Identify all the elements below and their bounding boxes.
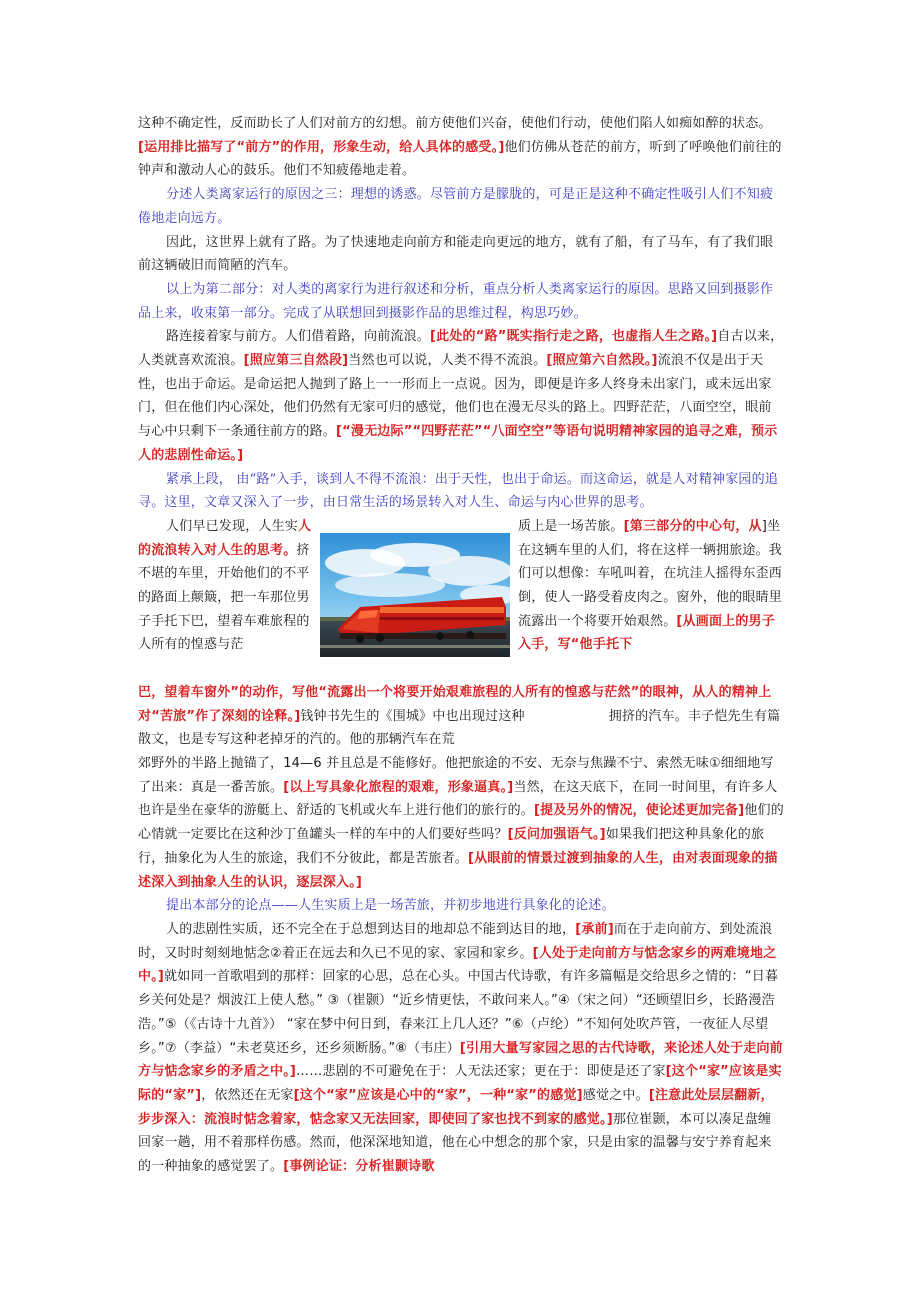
annotation: [人处于走向前方与惦念家乡的两难境地之中。] (138, 945, 777, 985)
annotation: [提及另外的情况，使论述更加完备] (534, 803, 745, 819)
body-text: 质上是一场苦旅。 (518, 518, 624, 534)
body-text: 拥挤的汽车。丰子恺先生有篇散文，也是专写这种老掉牙的汽的。他的那辆汽车在荒 (138, 708, 781, 748)
body-text: 郊野外的半路上抛锚了，14—6 并且总是不能修好。他把旅途的不安、无奈与焦躁不宁、索然无味①细细地写了出来：真是一番苦旅。 (138, 756, 774, 795)
body-text: 当然也可以说，人类不得不流浪。 (348, 353, 547, 369)
body-text: 钱钟书先生的《围城》中也出现过这种 (300, 708, 525, 724)
body-text: 流浪不仅是出于天性，也出于命运。是命运把人抛到了路上一一形而上一点说。因为，即便是许多人终身未出家门，或未远出家门，但在他们内心深处，他们仍然有无家可归的感觉，他们也在漫无尽头的路上。四野茫茫，八面空空，眼前与心中只剩下一条通往前方的路。 (138, 353, 772, 440)
annotation: [注意此处层层翻新，步步深入：流浪时惦念着家，惦念家又无法回家，即使回了家也找不到家的感觉。] (138, 1087, 774, 1127)
body-text: 人的悲剧性实质，还不完全在于总想到达目的地却总不能到达目的地， (166, 921, 576, 937)
body-text: ……悲剧的不可避免在于：人无法还家；更在于：即使是还了家 (296, 1064, 666, 1080)
document-page (138, 112, 784, 1179)
annotation: [从眼前的情景过渡到抽象的人生，由对表面现象的描述深入到抽象人生的认识，逐层深入。] (138, 850, 778, 890)
annotation: [这个“家”应该是实际的“家”] (138, 1064, 782, 1103)
body-text: 他们的心情就一定要比在这种沙丁鱼罐头一样的车中的人们要好些吗？ (138, 803, 784, 843)
paragraph-4-tail (138, 681, 784, 752)
annotation: [第三部分的中心句，从 (623, 518, 762, 534)
comment-1: 分述人类离家运行的原因之三：理想的诱惑。尽管前方是朦胧的，可是正是这种不确定性吸引人们不知疲倦地走向远方。 (138, 187, 774, 226)
body-text: 当然，在这天底下，在同一时间里，有许多人也许是坐在豪华的游艇上、舒适的飞机或火车上进行他们的旅行的。 (138, 779, 778, 819)
paragraph-5 (138, 918, 784, 1179)
annotation: [“漫无边际”“四野茫茫”“八面空空”等语句说明精神家园的追寻之难，预示人的悲剧性命运。] (138, 424, 778, 463)
paragraph-2: 因此，这世界上就有了路。为了快速地走向前方和能走向更远的地方，就有了船，有了马车，有了我们眼前这辆破旧而简陋的汽车。 (138, 234, 774, 274)
annotation: 人的流浪转入对人生的思考。 (138, 518, 312, 558)
annotation: [这个“家”应该是心中的“家”，一种“家”的感觉] (293, 1087, 583, 1103)
right-column (518, 515, 784, 657)
body-text: 那位崔颢，本可以凑足盘缠回家一趟，用不着那样伤感。然而，他深深地知道，他在心中想念的那个家，只是由家的温馨与安宁养育起来的一种抽象的感觉罢了。 (138, 1111, 772, 1175)
annotation: [照应第三自然段] (243, 353, 349, 369)
paragraph-1 (138, 112, 784, 183)
annotation: [事例论证：分析崔颢诗歌 (283, 1159, 435, 1175)
body-text: 而在于走向前方、到处流浪时，又时时刻刻地惦念②着正在远去和久已不见的家、家园和家乡。 (138, 921, 773, 961)
body-text: ，依然还在无家 (201, 1087, 294, 1103)
body-text: ]坐在这辆车里的人们，将在这样一辆拥旅途。我们可以想像：车吼叫着，在坑洼人摇得东歪西倒，使人一路受着皮肉之。窗外，他的眼睛里流露出一个将要开始艰然。 (518, 518, 783, 629)
annotation: [从画面上的男子入手，写“他手托下 (518, 613, 775, 653)
annotation: [照应第六自然段。] (546, 353, 658, 369)
text-with-photo (138, 515, 784, 681)
annotation: [此处的“路”既实指行走之路，也虚指人生之路。] (430, 329, 718, 345)
annotation: [引用大量写家园之思的古代诗歌，来论述人处于走向前方与惦念家乡的矛盾之中。] (138, 1040, 783, 1080)
body-text: 挤不堪的车里，开始他们的不平的路面上颠簸，把一车那位男子手托下巴，望着车难旅程的人所有的惶惑与茫 (138, 542, 310, 653)
body-text: 路连接着家与前方。人们借着路，向前流浪。 (166, 329, 431, 345)
comment-3: 紧承上段， 由“路”入手，谈到人不得不流浪：出于天性，也出于命运。而这命运，就是人对精神家园的追寻。这里，文章又深入了一步，由日常生活的场景转入对人生、命运与内心世界的思考。 (138, 471, 779, 511)
annotation: [运用排比描写了“前方”的作用，形象生动，给人具体的感受。] (138, 139, 505, 155)
body-text: 就如同一首歌唱到的那样：回家的心思，总在心头。中国古代诗歌，有许多篇幅是交给思乡之情的：“日暮乡关何处是？烟波江上使人愁。” ③（崔颢）“近乡情更怯，不敢问来人。”④（宋之问）“还顾望旧乡，长路漫浩浩。”⑤（《古诗十九首》） “家在梦中何日到，春来江上几人还？”⑥（卢纶）“不知何处吹芦管，一夜征人尽望乡。”⑦（李益）“未老莫还乡，还乡须断肠。”⑧（韦庄） (138, 969, 779, 1056)
comment-2: 以上为第二部分：对人类的离家行为进行叙述和分析，重点分析人类离家运行的原因。思路又回到摄影作品上来，收束第一部分。完成了从联想回到摄影作品的思维过程，构思巧妙。 (138, 281, 774, 321)
paragraph-3 (138, 325, 784, 467)
body-text: 人们早已发现，人生实 (166, 518, 299, 534)
body-text: 感觉之中。 (582, 1087, 649, 1103)
body-text: 自古以来，人类就喜欢流浪。 (138, 329, 784, 369)
annotation: [反问加强语气。] (507, 827, 606, 843)
left-column (138, 515, 318, 657)
annotation: [以上写具象化旅程的艰难，形象逼真。] (283, 779, 514, 795)
body-text: 如果我们把这种具象化的旅行，抽象化为人生的旅途，我们不分彼此，都是苦旅者。 (138, 827, 765, 866)
annotation: [承前] (575, 921, 614, 937)
paragraph-4-continued (138, 752, 784, 894)
comment-4: 提出本部分的论点——人生实质上是一场苦旅，并初步地进行具象化的论述。 (166, 898, 615, 914)
body-text: 这种不确定性，反而助长了人们对前方的幻想。前方使他们兴奋，使他们行动，使他们陷人如痴如醉的状态。 (138, 116, 772, 131)
train-photo (320, 533, 510, 657)
train-photo-image (320, 533, 510, 657)
body-text: 他们仿佛从苍茫的前方，听到了呼唤他们前往的钟声和激动人心的鼓乐。他们不知疲倦地走着。 (138, 139, 782, 179)
annotation: 巴，望着车窗外”的动作，写他“流露出一个将要开始艰难旅程的人所有的惶惑与茫然”的眼神，从人的精神上对“苦旅”作了深刻的诠释。] (138, 684, 772, 724)
